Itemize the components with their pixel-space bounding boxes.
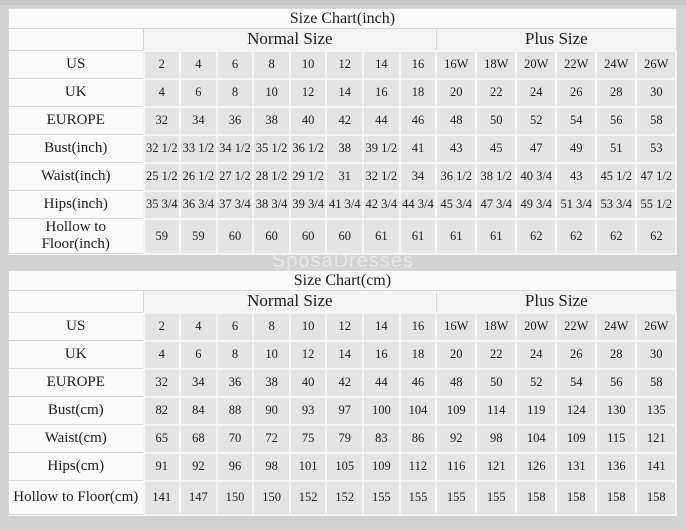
table-row bbox=[9, 341, 677, 369]
data-cell: 24 bbox=[516, 341, 556, 369]
data-cell: 62 bbox=[636, 219, 676, 254]
data-cell: 48 bbox=[436, 369, 476, 397]
data-cell: 150 bbox=[217, 481, 254, 515]
data-cell: 62 bbox=[556, 219, 596, 254]
row-label: EUROPE bbox=[9, 369, 144, 397]
data-cell: 41 bbox=[400, 135, 437, 163]
data-cell: 155 bbox=[436, 481, 476, 515]
data-cell: 104 bbox=[400, 397, 437, 425]
data-cell: 45 bbox=[476, 135, 516, 163]
data-cell: 40 bbox=[290, 369, 327, 397]
corner-cell bbox=[9, 29, 144, 51]
data-cell: 119 bbox=[516, 397, 556, 425]
data-cell: 48 bbox=[436, 107, 476, 135]
data-cell: 10 bbox=[253, 79, 290, 107]
data-cell: 65 bbox=[144, 425, 181, 453]
data-cell: 24W bbox=[596, 51, 636, 79]
data-cell: 36 bbox=[217, 107, 254, 135]
data-cell: 141 bbox=[144, 481, 181, 515]
data-cell: 42 bbox=[326, 107, 363, 135]
data-cell: 158 bbox=[636, 481, 676, 515]
data-cell: 36 bbox=[217, 369, 254, 397]
data-cell: 109 bbox=[556, 425, 596, 453]
data-cell: 147 bbox=[180, 481, 217, 515]
data-cell: 50 bbox=[476, 107, 516, 135]
table-row bbox=[9, 135, 677, 163]
data-cell: 62 bbox=[516, 219, 556, 254]
data-cell: 39 1/2 bbox=[363, 135, 400, 163]
data-cell: 61 bbox=[363, 219, 400, 254]
data-cell: 44 bbox=[363, 107, 400, 135]
row-label: EUROPE bbox=[9, 107, 144, 135]
data-cell: 131 bbox=[556, 453, 596, 481]
data-cell: 152 bbox=[326, 481, 363, 515]
data-cell: 90 bbox=[253, 397, 290, 425]
data-cell: 55 1/2 bbox=[636, 191, 676, 219]
data-cell: 32 bbox=[144, 369, 181, 397]
data-cell: 6 bbox=[217, 313, 254, 341]
data-cell: 32 bbox=[144, 107, 181, 135]
data-cell: 18 bbox=[400, 341, 437, 369]
table-title-row bbox=[9, 271, 677, 291]
data-cell: 22W bbox=[556, 51, 596, 79]
data-cell: 32 1/2 bbox=[363, 163, 400, 191]
data-cell: 16W bbox=[436, 313, 476, 341]
data-cell: 10 bbox=[290, 51, 327, 79]
data-cell: 32 1/2 bbox=[144, 135, 181, 163]
data-cell: 6 bbox=[180, 79, 217, 107]
data-cell: 22W bbox=[556, 313, 596, 341]
data-cell: 18 bbox=[400, 79, 437, 107]
data-cell: 104 bbox=[516, 425, 556, 453]
data-cell: 126 bbox=[516, 453, 556, 481]
data-cell: 42 bbox=[326, 369, 363, 397]
data-cell: 43 bbox=[556, 163, 596, 191]
data-cell: 34 bbox=[180, 107, 217, 135]
data-cell: 30 bbox=[636, 79, 676, 107]
row-label: Hollow to Floor(cm) bbox=[9, 481, 144, 515]
data-cell: 4 bbox=[180, 51, 217, 79]
data-cell: 34 1/2 bbox=[217, 135, 254, 163]
data-cell: 20W bbox=[516, 313, 556, 341]
size-chart-inch-table bbox=[8, 8, 677, 255]
group-header-row bbox=[9, 29, 677, 51]
data-cell: 84 bbox=[180, 397, 217, 425]
data-cell: 150 bbox=[253, 481, 290, 515]
data-cell: 12 bbox=[290, 341, 327, 369]
data-cell: 8 bbox=[253, 313, 290, 341]
data-cell: 8 bbox=[217, 79, 254, 107]
data-cell: 8 bbox=[253, 51, 290, 79]
data-cell: 60 bbox=[326, 219, 363, 254]
data-cell: 79 bbox=[326, 425, 363, 453]
data-cell: 54 bbox=[556, 107, 596, 135]
table-row bbox=[9, 369, 677, 397]
data-cell: 25 1/2 bbox=[144, 163, 181, 191]
data-cell: 4 bbox=[144, 341, 181, 369]
data-cell: 158 bbox=[516, 481, 556, 515]
data-cell: 36 3/4 bbox=[180, 191, 217, 219]
data-cell: 82 bbox=[144, 397, 181, 425]
data-cell: 101 bbox=[290, 453, 327, 481]
size-chart-cm-table bbox=[8, 270, 677, 516]
data-cell: 16 bbox=[400, 313, 437, 341]
data-cell: 39 3/4 bbox=[290, 191, 327, 219]
data-cell: 75 bbox=[290, 425, 327, 453]
row-label: US bbox=[9, 51, 144, 79]
data-cell: 83 bbox=[363, 425, 400, 453]
data-cell: 36 1/2 bbox=[290, 135, 327, 163]
row-label: Waist(inch) bbox=[9, 163, 144, 191]
data-cell: 92 bbox=[180, 453, 217, 481]
data-cell: 44 bbox=[363, 369, 400, 397]
data-cell: 50 bbox=[476, 369, 516, 397]
data-cell: 58 bbox=[636, 369, 676, 397]
data-cell: 12 bbox=[326, 313, 363, 341]
data-cell: 34 bbox=[400, 163, 437, 191]
data-cell: 61 bbox=[436, 219, 476, 254]
data-cell: 121 bbox=[476, 453, 516, 481]
data-cell: 88 bbox=[217, 397, 254, 425]
data-cell: 26 1/2 bbox=[180, 163, 217, 191]
data-cell: 44 3/4 bbox=[400, 191, 437, 219]
data-cell: 92 bbox=[436, 425, 476, 453]
data-cell: 51 3/4 bbox=[556, 191, 596, 219]
data-cell: 105 bbox=[326, 453, 363, 481]
table-row bbox=[9, 51, 677, 79]
table-row bbox=[9, 191, 677, 219]
data-cell: 54 bbox=[556, 369, 596, 397]
data-cell: 14 bbox=[326, 79, 363, 107]
data-cell: 38 bbox=[253, 369, 290, 397]
data-cell: 155 bbox=[476, 481, 516, 515]
data-cell: 47 1/2 bbox=[636, 163, 676, 191]
table-row bbox=[9, 219, 677, 254]
data-cell: 16 bbox=[400, 51, 437, 79]
data-cell: 28 bbox=[596, 79, 636, 107]
data-cell: 34 bbox=[180, 369, 217, 397]
data-cell: 45 1/2 bbox=[596, 163, 636, 191]
group-header-row bbox=[9, 291, 677, 313]
data-cell: 46 bbox=[400, 107, 437, 135]
data-cell: 114 bbox=[476, 397, 516, 425]
data-cell: 93 bbox=[290, 397, 327, 425]
data-cell: 40 bbox=[290, 107, 327, 135]
data-cell: 58 bbox=[636, 107, 676, 135]
data-cell: 2 bbox=[144, 313, 181, 341]
table-title: Size Chart(cm) bbox=[9, 271, 677, 291]
table-row bbox=[9, 481, 677, 515]
data-cell: 27 1/2 bbox=[217, 163, 254, 191]
data-cell: 24W bbox=[596, 313, 636, 341]
data-cell: 33 1/2 bbox=[180, 135, 217, 163]
data-cell: 43 bbox=[436, 135, 476, 163]
data-cell: 109 bbox=[363, 453, 400, 481]
data-cell: 135 bbox=[636, 397, 676, 425]
data-cell: 96 bbox=[217, 453, 254, 481]
data-cell: 10 bbox=[253, 341, 290, 369]
data-cell: 2 bbox=[144, 51, 181, 79]
data-cell: 56 bbox=[596, 369, 636, 397]
data-cell: 91 bbox=[144, 453, 181, 481]
data-cell: 12 bbox=[326, 51, 363, 79]
data-cell: 36 1/2 bbox=[436, 163, 476, 191]
data-cell: 38 1/2 bbox=[476, 163, 516, 191]
data-cell: 42 3/4 bbox=[363, 191, 400, 219]
data-cell: 29 1/2 bbox=[290, 163, 327, 191]
data-cell: 35 1/2 bbox=[253, 135, 290, 163]
data-cell: 59 bbox=[180, 219, 217, 254]
data-cell: 31 bbox=[326, 163, 363, 191]
data-cell: 130 bbox=[596, 397, 636, 425]
row-label: UK bbox=[9, 341, 144, 369]
data-cell: 20W bbox=[516, 51, 556, 79]
row-label: Hollow to Floor(inch) bbox=[9, 219, 144, 254]
data-cell: 22 bbox=[476, 341, 516, 369]
data-cell: 35 3/4 bbox=[144, 191, 181, 219]
data-cell: 115 bbox=[596, 425, 636, 453]
data-cell: 45 3/4 bbox=[436, 191, 476, 219]
data-cell: 68 bbox=[180, 425, 217, 453]
data-cell: 28 bbox=[596, 341, 636, 369]
data-cell: 152 bbox=[290, 481, 327, 515]
table-row bbox=[9, 313, 677, 341]
data-cell: 20 bbox=[436, 79, 476, 107]
group-header-normal-size: Normal Size bbox=[144, 29, 437, 51]
data-cell: 18W bbox=[476, 313, 516, 341]
row-label: Hips(cm) bbox=[9, 453, 144, 481]
data-cell: 38 bbox=[326, 135, 363, 163]
data-cell: 4 bbox=[180, 313, 217, 341]
data-cell: 60 bbox=[290, 219, 327, 254]
data-cell: 61 bbox=[476, 219, 516, 254]
data-cell: 51 bbox=[596, 135, 636, 163]
data-cell: 100 bbox=[363, 397, 400, 425]
data-cell: 60 bbox=[253, 219, 290, 254]
data-cell: 98 bbox=[476, 425, 516, 453]
data-cell: 56 bbox=[596, 107, 636, 135]
data-cell: 72 bbox=[253, 425, 290, 453]
data-cell: 28 1/2 bbox=[253, 163, 290, 191]
data-cell: 47 3/4 bbox=[476, 191, 516, 219]
group-header-normal-size: Normal Size bbox=[144, 291, 437, 313]
data-cell: 141 bbox=[636, 453, 676, 481]
data-cell: 52 bbox=[516, 369, 556, 397]
table-row bbox=[9, 453, 677, 481]
table-row bbox=[9, 79, 677, 107]
data-cell: 70 bbox=[217, 425, 254, 453]
data-cell: 86 bbox=[400, 425, 437, 453]
data-cell: 158 bbox=[556, 481, 596, 515]
data-cell: 52 bbox=[516, 107, 556, 135]
data-cell: 26W bbox=[636, 51, 676, 79]
data-cell: 116 bbox=[436, 453, 476, 481]
group-header-plus-size: Plus Size bbox=[436, 291, 676, 313]
data-cell: 155 bbox=[363, 481, 400, 515]
data-cell: 53 3/4 bbox=[596, 191, 636, 219]
data-cell: 18W bbox=[476, 51, 516, 79]
data-cell: 8 bbox=[217, 341, 254, 369]
row-label: UK bbox=[9, 79, 144, 107]
data-cell: 30 bbox=[636, 341, 676, 369]
data-cell: 112 bbox=[400, 453, 437, 481]
data-cell: 16 bbox=[363, 79, 400, 107]
data-cell: 37 3/4 bbox=[217, 191, 254, 219]
data-cell: 40 3/4 bbox=[516, 163, 556, 191]
data-cell: 121 bbox=[636, 425, 676, 453]
data-cell: 20 bbox=[436, 341, 476, 369]
table-title-row bbox=[9, 9, 677, 29]
data-cell: 10 bbox=[290, 313, 327, 341]
data-cell: 26 bbox=[556, 79, 596, 107]
data-cell: 6 bbox=[180, 341, 217, 369]
data-cell: 47 bbox=[516, 135, 556, 163]
data-cell: 16W bbox=[436, 51, 476, 79]
data-cell: 53 bbox=[636, 135, 676, 163]
data-cell: 158 bbox=[596, 481, 636, 515]
table-title: Size Chart(inch) bbox=[9, 9, 677, 29]
data-cell: 61 bbox=[400, 219, 437, 254]
row-label: Hips(inch) bbox=[9, 191, 144, 219]
data-cell: 14 bbox=[363, 51, 400, 79]
data-cell: 14 bbox=[363, 313, 400, 341]
row-label: Bust(cm) bbox=[9, 397, 144, 425]
data-cell: 62 bbox=[596, 219, 636, 254]
watermark: SposaDresses bbox=[271, 250, 415, 272]
data-cell: 109 bbox=[436, 397, 476, 425]
data-cell: 12 bbox=[290, 79, 327, 107]
data-cell: 26 bbox=[556, 341, 596, 369]
data-cell: 136 bbox=[596, 453, 636, 481]
table-row bbox=[9, 107, 677, 135]
data-cell: 38 3/4 bbox=[253, 191, 290, 219]
row-label: US bbox=[9, 313, 144, 341]
corner-cell bbox=[9, 291, 144, 313]
data-cell: 22 bbox=[476, 79, 516, 107]
data-cell: 6 bbox=[217, 51, 254, 79]
data-cell: 49 3/4 bbox=[516, 191, 556, 219]
data-cell: 24 bbox=[516, 79, 556, 107]
data-cell: 14 bbox=[326, 341, 363, 369]
data-cell: 98 bbox=[253, 453, 290, 481]
data-cell: 155 bbox=[400, 481, 437, 515]
table-row bbox=[9, 397, 677, 425]
data-cell: 97 bbox=[326, 397, 363, 425]
data-cell: 49 bbox=[556, 135, 596, 163]
data-cell: 26W bbox=[636, 313, 676, 341]
table-row bbox=[9, 425, 677, 453]
data-cell: 16 bbox=[363, 341, 400, 369]
data-cell: 46 bbox=[400, 369, 437, 397]
data-cell: 124 bbox=[556, 397, 596, 425]
data-cell: 4 bbox=[144, 79, 181, 107]
group-header-plus-size: Plus Size bbox=[436, 29, 676, 51]
row-label: Waist(cm) bbox=[9, 425, 144, 453]
row-label: Bust(inch) bbox=[9, 135, 144, 163]
data-cell: 59 bbox=[144, 219, 181, 254]
data-cell: 60 bbox=[217, 219, 254, 254]
data-cell: 38 bbox=[253, 107, 290, 135]
data-cell: 41 3/4 bbox=[326, 191, 363, 219]
table-row bbox=[9, 163, 677, 191]
